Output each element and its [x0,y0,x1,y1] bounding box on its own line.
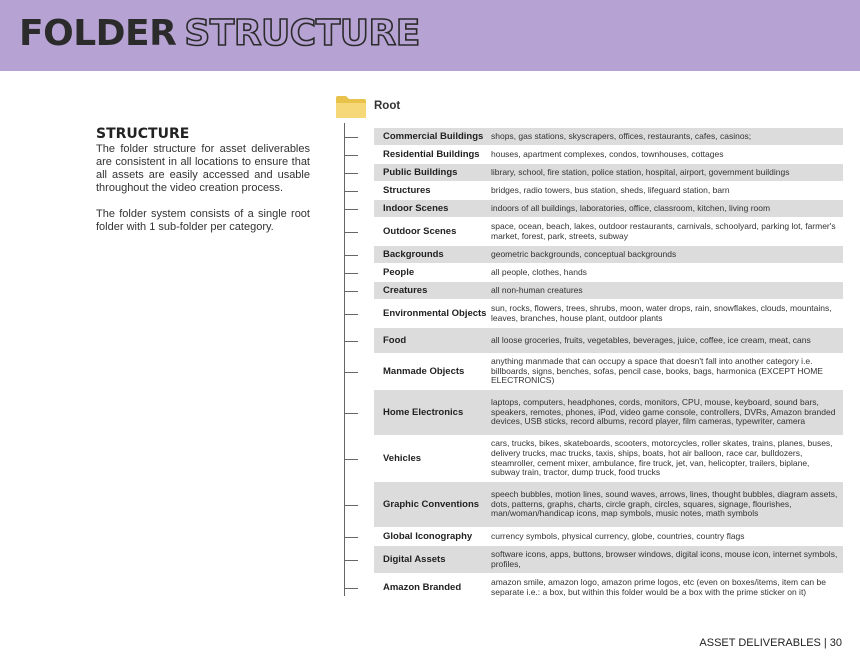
category-description: shops, gas stations, skyscrapers, offices, restaurants, cafes, casinos; [491,130,752,141]
category-name: Commercial Buildings [383,131,484,142]
category-description: laptops, computers, headphones, cords, monitors, CPU, mouse, keyboard, sound bars, speakers, remotes, phones, iPod, video game console, controllers, DVRs, Amazon branded devices, USB sticks, record albums, record player, film cameras, typewriter, camera [491,397,836,427]
category-name: Graphic Conventions [383,499,480,510]
category-description: houses, apartment complexes, condos, townhouses, cottages [491,148,724,159]
category-description: all loose groceries, fruits, vegetables, beverages, juice, coffee, ice cream, meat, cans [491,334,811,345]
category-row [374,528,843,546]
category-name: Manmade Objects [383,366,465,377]
category-row [374,354,843,390]
category-description: amazon smile, amazon logo, amazon prime logos, etc (even on boxes/items, item can be separate i.e.: a box, but within this folder would be a box with the prime sticker on it) [491,576,826,597]
page-title-outline: STRUCTURE [184,13,420,54]
category-name: Creatures [383,285,428,296]
category-row [374,200,843,218]
category-name: Backgrounds [383,249,444,260]
category-description: library, school, fire station, police station, hospital, airport, government buildings [491,166,790,177]
category-name: Outdoor Scenes [383,226,457,237]
page-footer [699,637,842,649]
category-description: geometric backgrounds, conceptual backgrounds [491,248,677,259]
category-description: bridges, radio towers, bus station, sheds, lifeguard station, barn [491,184,730,195]
category-name: Vehicles [383,453,422,464]
structure-paragraph-1: The folder structure for asset deliverables are consistent in all locations to ensure that all assets are easily accessed and usable throughout the video creation process. [96,143,310,194]
category-row [374,546,843,574]
category-row [374,128,843,146]
structure-section [96,126,310,234]
category-row [374,264,843,282]
category-row [374,436,843,482]
category-name: People [383,267,415,278]
category-table [374,128,843,602]
category-name: Food [383,335,407,346]
folder-icon [335,95,367,119]
category-row [374,218,843,246]
category-name: Structures [383,185,431,196]
page-header-banner [0,0,860,71]
page-number: 30 [829,637,842,649]
footer-label: ASSET DELIVERABLES [699,637,821,649]
category-name: Amazon Branded [383,582,462,593]
category-row [374,300,843,328]
category-name: Global Iconography [383,531,473,542]
category-row [374,328,843,354]
category-name: Environmental Objects [383,308,487,319]
category-description: speech bubbles, motion lines, sound waves, arrows, lines, thought bubbles, diagram assets, dots, patterns, graphs, charts, circle graph, circles, squares, signage, flourishes, man/woman/handicap icons, map symbols, music notes, math symbols [491,489,838,519]
category-row [374,482,843,528]
structure-heading: STRUCTURE [96,126,190,142]
tree-trunk-line [344,123,345,596]
category-row [374,146,843,164]
category-description: sun, rocks, flowers, trees, shrubs, moon, water drops, rain, snowflakes, clouds, mountains, leaves, branches, house plant, outdoor plants [491,302,832,323]
category-description: currency symbols, physical currency, globe, countries, country flags [491,530,745,541]
category-description: cars, trucks, bikes, skateboards, scooters, motorcycles, roller skates, trains, planes, buses, delivery trucks, mac trucks, taxis, ships, boats, hot air balloon, race car, bulldozers, steamroller, cement mixer, ambulance, fire truck, jet, van, helicopter, trailers, biplane, subway train, tractor, dump truck, food trucks [491,438,833,478]
category-row [374,282,843,300]
category-row [374,390,843,436]
category-name: Public Buildings [383,167,458,178]
category-row [374,574,843,602]
category-description: software icons, apps, buttons, browser windows, digital icons, mouse icon, internet symbols, profiles, [491,548,838,569]
category-name: Digital Assets [383,554,446,565]
category-name: Residential Buildings [383,149,480,160]
category-row [374,246,843,264]
category-description: all people, clothes, hands [491,266,587,277]
category-row [374,182,843,200]
category-name: Home Electronics [383,407,464,418]
page-title-bold: FOLDER [19,13,177,54]
category-description: all non-human creatures [491,284,583,295]
structure-paragraph-2: The folder system consists of a single root folder with 1 sub-folder per category. [96,208,310,233]
category-row [374,164,843,182]
root-folder-label: Root [374,100,401,112]
page-title [19,12,420,56]
category-description: anything manmade that can occupy a space that doesn't fall into another category i.e. billboards, signs, benches, sofas, pencil case, books, bags, harmonica (EXCEPT HOME ELECTRONICS) [491,356,823,386]
category-description: space, ocean, beach, lakes, outdoor restaurants, carnivals, schoolyard, parking lot, farmer's market, forest, park, streets, subway [491,220,836,241]
category-name: Indoor Scenes [383,203,449,214]
category-description: indoors of all buildings, laboratories, office, classroom, kitchen, living room [491,202,771,213]
footer-separator: | [823,637,827,649]
